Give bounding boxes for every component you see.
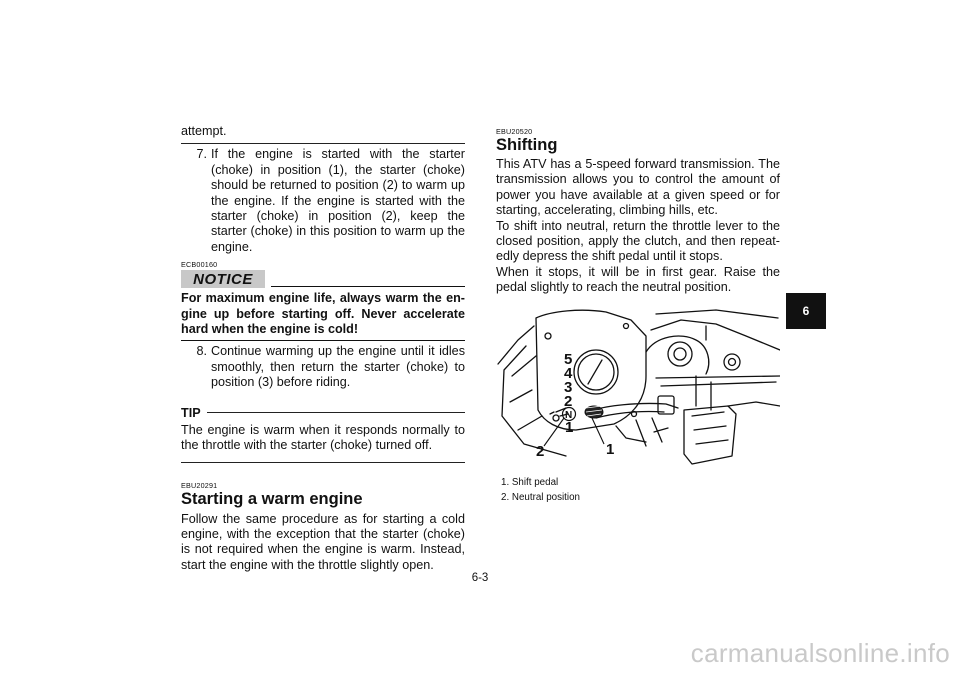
figure-captions: [501, 475, 701, 505]
notice-bottom-rule: [181, 340, 465, 341]
page-number: 6-3: [471, 572, 489, 584]
divider: [181, 143, 465, 144]
shift-pedal: [585, 406, 603, 418]
paragraph: To shift into neutral, return the throttle lever to the closed position, apply the clutch, and then repeat-edly depress the shift pedal until it stops.: [496, 218, 780, 264]
engine-drawing: [496, 306, 780, 471]
step-text: Continue warming up the engine until it idles smoothly, then return the starter (choke) to position (3) before riding.: [211, 344, 465, 390]
step-7: [181, 147, 465, 255]
step-number: 8.: [196, 344, 207, 359]
step-8: [181, 344, 465, 390]
caption-neutral-position: 2. Neutral position: [501, 492, 580, 503]
gear-5-label: 5: [564, 351, 573, 368]
section-code: EBU20520: [496, 127, 533, 136]
gear-1-label: 1: [565, 419, 574, 436]
notice-badge: [181, 270, 265, 288]
paragraph: When it stops, it will be in first gear. Raise the pedal slightly to reach the neutral position.: [496, 264, 780, 295]
tip-bottom-rule: [181, 462, 465, 463]
left-column: [181, 124, 465, 573]
caption-shift-pedal: 1. Shift pedal: [501, 477, 559, 488]
callout-1: 1: [606, 441, 615, 458]
tip-label: TIP: [181, 405, 201, 420]
tip-text: The engine is warm when it responds normally to the throttle with the starter (choke) turned off.: [181, 422, 465, 453]
callout-1-leader: [592, 418, 604, 444]
gear-4-label: 4: [564, 365, 573, 382]
paragraph: This ATV has a 5-speed forward transmission. The transmission allows you to control the amount of power you have available at a given speed or for starting, accelerating, climbing hills, etc.: [496, 157, 780, 218]
watermark: carmanualsonline.info: [690, 638, 950, 668]
gear-3-label: 3: [564, 379, 573, 396]
step-text: If the engine is started with the starter (choke) in position (1), the starter (choke) should be returned to position (2) to warm up the engine. If the engine is started with the starter (choke) in position (2), keep the starter (choke) in this position to warm up the engine.: [211, 147, 465, 254]
section-heading: Starting a warm engine: [181, 489, 363, 508]
callout-2-leader: [544, 418, 564, 446]
continued-text: attempt.: [181, 124, 227, 138]
callout-2: 2: [536, 443, 545, 460]
right-column: [496, 124, 780, 296]
notice-header: [181, 269, 465, 288]
tip-rule: [207, 412, 465, 413]
notice-label: NOTICE: [193, 270, 253, 288]
notice-text: For maximum engine life, always warm the en-gine up before starting off. Never accelerate hard when the engine is cold!: [181, 291, 465, 337]
shift-pedal-illustration: [496, 306, 780, 471]
gear-2-label: 2: [564, 393, 573, 410]
notice-code: ECB00160: [181, 260, 218, 270]
tip-header: [181, 405, 465, 421]
gear-neutral-label: N: [565, 410, 573, 421]
step-number: 7.: [196, 147, 207, 162]
section-text: Follow the same procedure as for starting a cold engine, with the exception that the starter (choke) is not required when the engine is warm. Instead, start the engine with the throttle slightly open.: [181, 511, 465, 572]
section-code: EBU20291: [181, 480, 218, 490]
section-heading: Shifting: [496, 136, 558, 154]
notice-rule: [271, 286, 465, 287]
chapter-tab: 6: [786, 293, 826, 329]
